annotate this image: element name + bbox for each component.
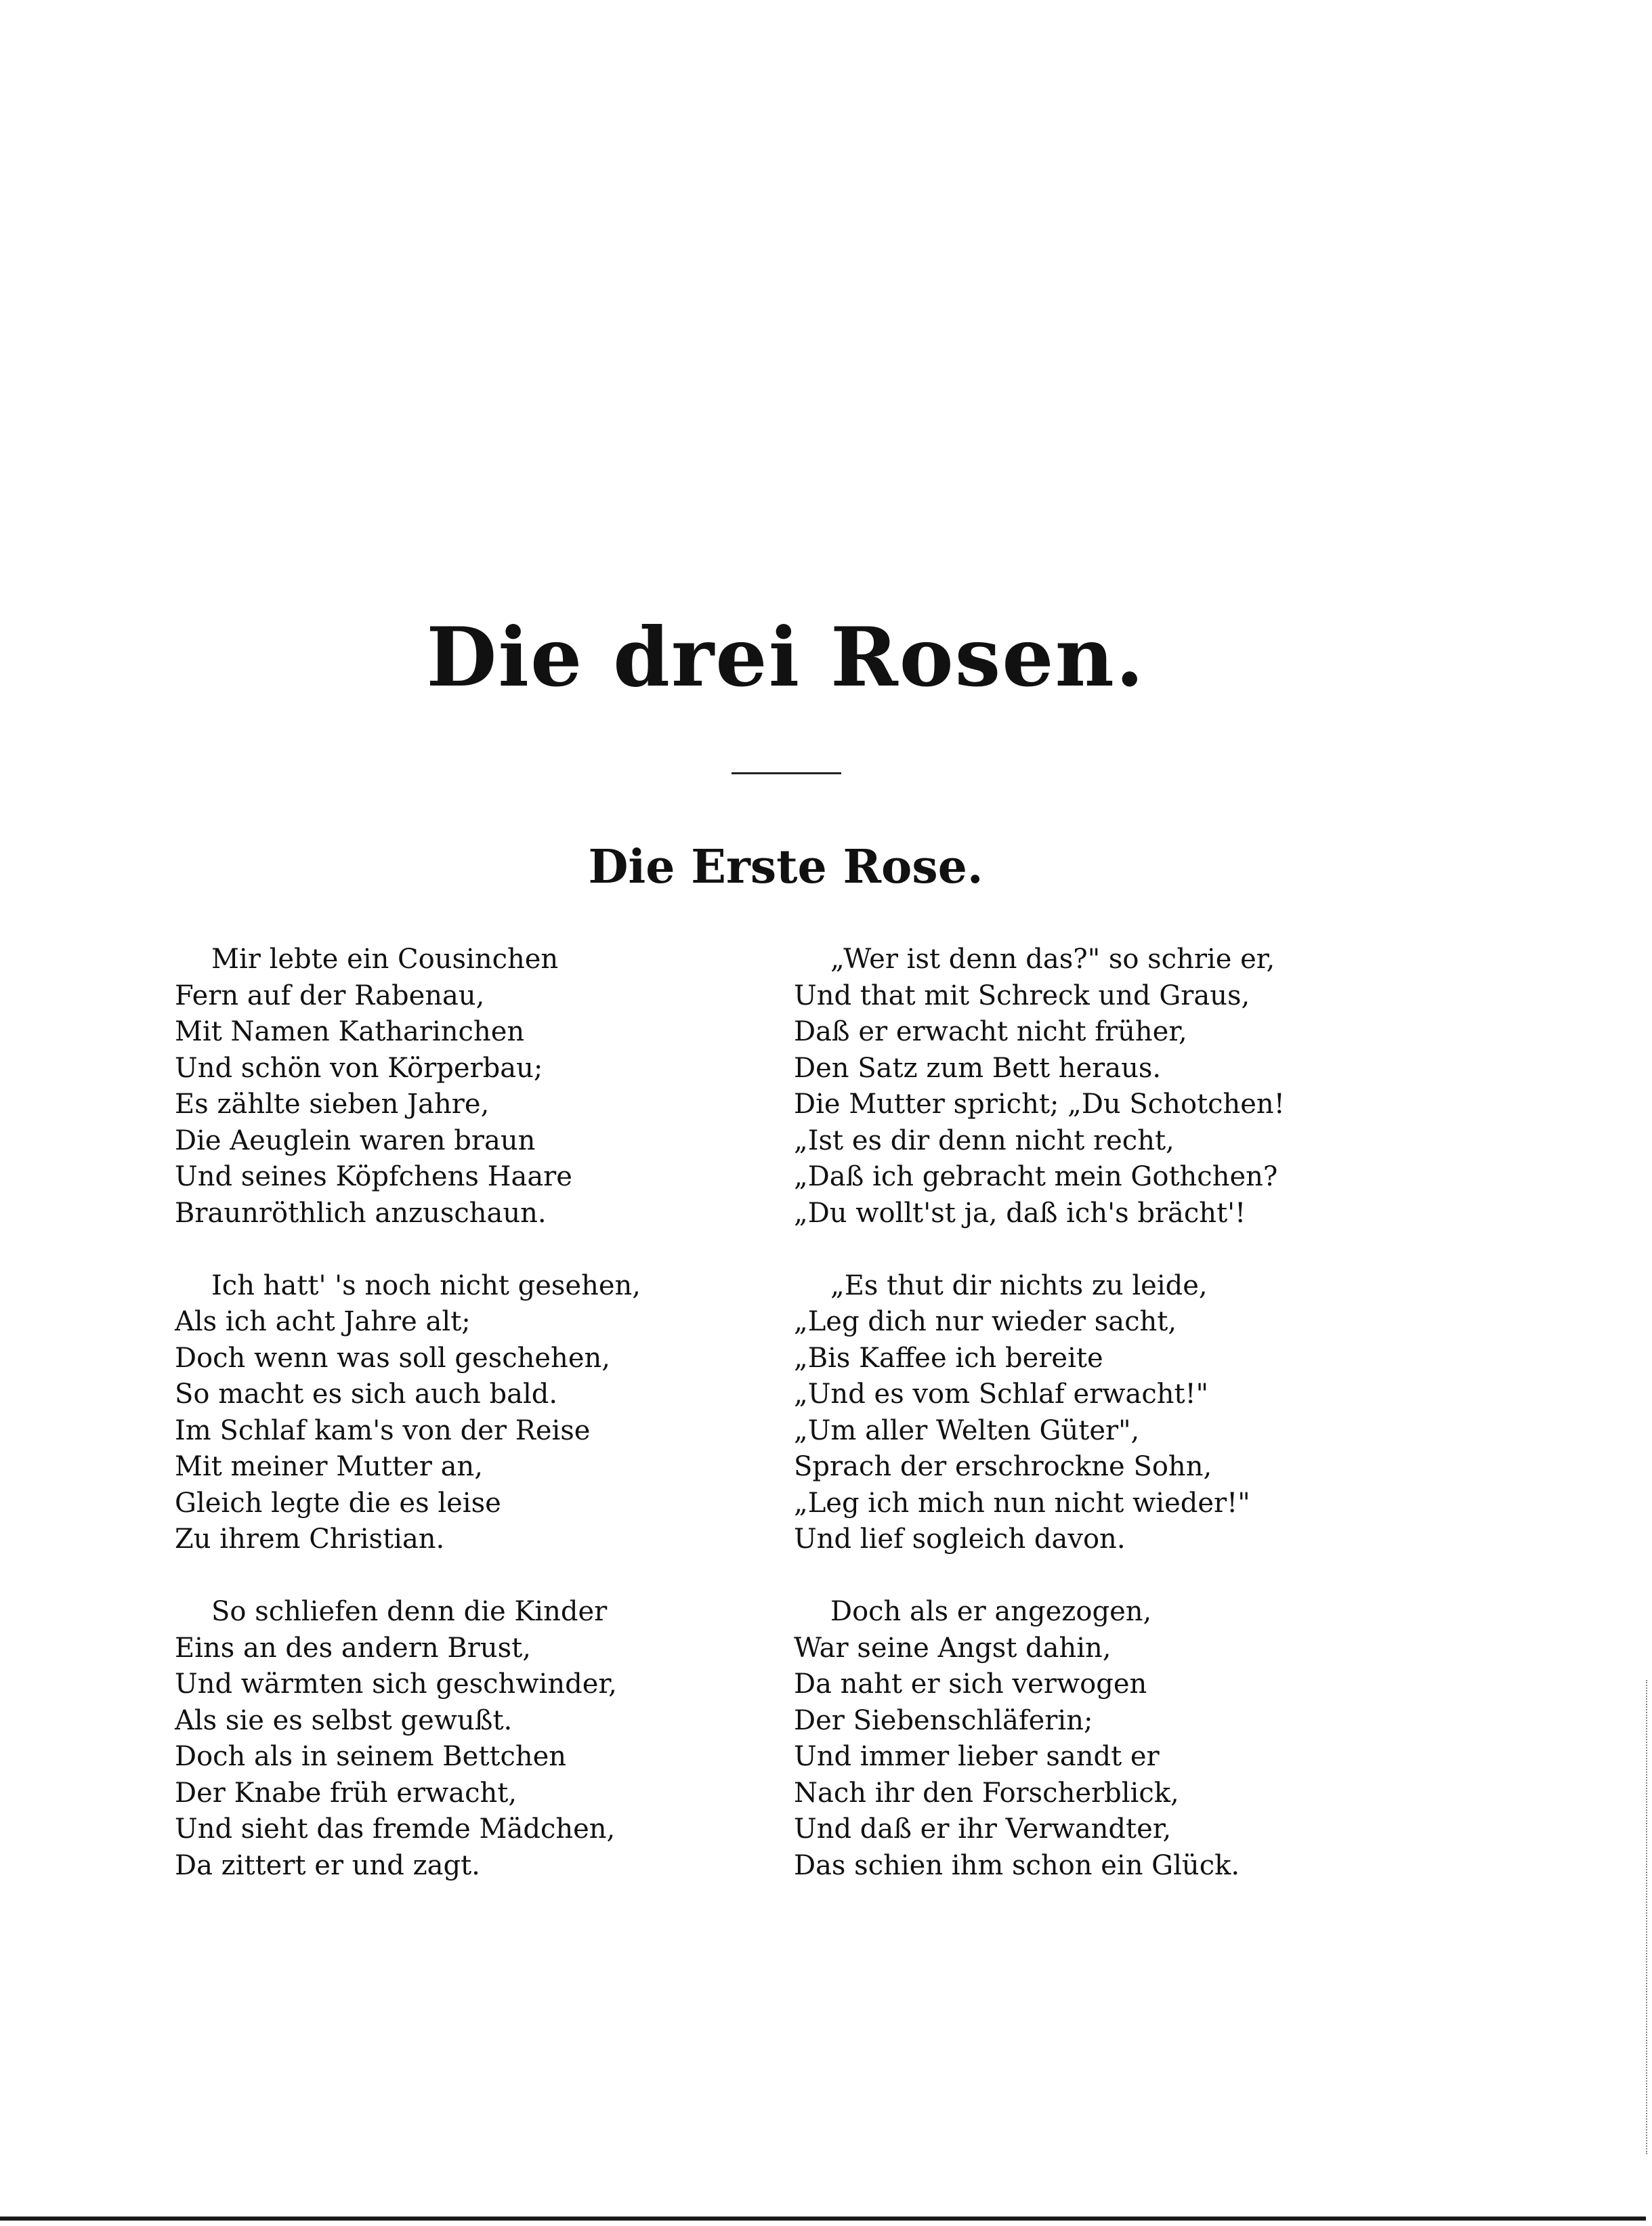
verse-line: Mir lebte ein Cousinchen <box>211 944 559 975</box>
verse-line: Doch als er angezogen, <box>830 1596 1152 1627</box>
verse-line: Als sie es selbst gewußt. <box>175 1704 513 1736</box>
verse-line: Und immer lieber sandt er <box>794 1741 1160 1772</box>
verse-line: Und daß er ihr Verwandter, <box>794 1813 1172 1845</box>
verse-line: „Leg ich mich nun nicht wieder!" <box>794 1487 1250 1519</box>
verse-line: War seine Angst dahin, <box>794 1632 1111 1664</box>
verse-line: Gleich legte die es leise <box>175 1487 501 1519</box>
scan-edge-marks <box>1646 1680 1650 2154</box>
verse-line: Mit meiner Mutter an, <box>175 1451 483 1482</box>
verse-line: „Leg dich nur wieder sacht, <box>794 1306 1177 1337</box>
page-title: Die drei Rosen. <box>426 610 1145 705</box>
verse-line: Und schön von Körperbau; <box>175 1052 543 1084</box>
stanza <box>175 1268 784 1558</box>
verse-line: Eins an des andern Brust, <box>175 1632 531 1664</box>
verse-line: Im Schlaf kam's von der Reise <box>175 1414 591 1446</box>
verse-line: „Wer ist denn das?" so schrie er, <box>830 944 1275 975</box>
verse-line: „Du wollt'st ja, daß ich's brächt'! <box>794 1197 1246 1229</box>
verse-line: Sprach der erschrockne Sohn, <box>794 1451 1212 1482</box>
verse-line: Da naht er sich verwogen <box>794 1668 1147 1700</box>
verse-line: Und that mit Schreck und Graus, <box>794 980 1250 1011</box>
verse-line: Daß er erwacht nicht früher, <box>794 1016 1187 1047</box>
verse-line: Der Siebenschläferin; <box>794 1704 1093 1736</box>
verse-line: Und wärmten sich geschwinder, <box>175 1668 617 1700</box>
poem-column-right <box>794 942 1431 1920</box>
verse-line: Und seines Köpfchens Haare <box>175 1161 572 1192</box>
verse-line: „Ist es dir denn nicht recht, <box>794 1125 1174 1156</box>
verse-line: „Um aller Welten Güter", <box>794 1414 1140 1446</box>
verse-line: „Und es vom Schlaf erwacht!" <box>794 1379 1209 1410</box>
verse-line: Doch als in seinem Bettchen <box>175 1741 567 1772</box>
section-title: Die Erste Rose. <box>588 840 983 894</box>
title-divider <box>732 772 841 774</box>
verse-line: Doch wenn was soll geschehen, <box>175 1342 610 1374</box>
verse-line: So macht es sich auch bald. <box>175 1379 558 1410</box>
verse-line: Zu ihrem Christian. <box>175 1524 445 1555</box>
verse-line: Den Satz zum Bett heraus. <box>794 1052 1162 1084</box>
verse-line: Als ich acht Jahre alt; <box>175 1306 471 1337</box>
stanza <box>175 1594 784 1884</box>
verse-line: Nach ihr den Forscherblick, <box>794 1777 1179 1809</box>
verse-line: Der Knabe früh erwacht, <box>175 1777 517 1809</box>
verse-line: So schliefen denn die Kinder <box>211 1596 608 1627</box>
verse-line: Fern auf der Rabenau, <box>175 980 485 1011</box>
stanza <box>794 942 1431 1232</box>
verse-line: Braunröthlich anzuschaun. <box>175 1197 547 1229</box>
verse-line: Und lief sogleich davon. <box>794 1524 1126 1555</box>
verse-line: Die Mutter spricht; „Du Schotchen! <box>794 1089 1285 1120</box>
stanza <box>175 942 784 1232</box>
verse-line: „Daß ich gebracht mein Gothchen? <box>794 1161 1278 1192</box>
verse-line: Das schien ihm schon ein Glück. <box>794 1849 1240 1881</box>
verse-line: Es zählte sieben Jahre, <box>175 1089 490 1120</box>
verse-line: Da zittert er und zagt. <box>175 1849 480 1881</box>
poem-column-left <box>175 942 784 1920</box>
verse-line: Die Aeuglein waren braun <box>175 1125 536 1156</box>
scan-bottom-edge <box>0 2217 1646 2221</box>
verse-line: „Bis Kaffee ich bereite <box>794 1342 1103 1374</box>
verse-line: „Es thut dir nichts zu leide, <box>830 1269 1208 1301</box>
stanza <box>794 1594 1431 1884</box>
verse-line: Ich hatt' 's noch nicht gesehen, <box>211 1269 641 1301</box>
verse-line: Mit Namen Katharinchen <box>175 1016 525 1047</box>
verse-line: Und sieht das fremde Mädchen, <box>175 1813 616 1845</box>
stanza <box>794 1268 1431 1558</box>
